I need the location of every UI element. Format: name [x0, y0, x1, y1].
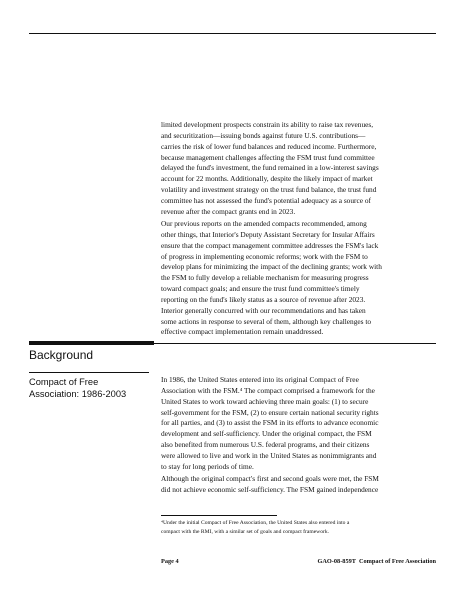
paragraph-original-compact: In 1986, the United States entered into its original Compact of Free Association with the FSM.⁴ The compact comprised a framework for the United States to work toward achieving three main goals: (1) to secure self-government for the FSM, (2) to ensure certain national security rights for all parties, and (3) to assist the FSM in its efforts to advance economic development and self-sufficiency. Under the original compact, the FSM also benefited from numerous U.S. federal programs, and their citizens were allowed to live and work in the United States as nonimmigrants and to stay for long periods of time. [161, 375, 379, 471]
report-id: GAO-08-859T Compact of Free Association [317, 558, 436, 565]
section-heading: Background [29, 348, 94, 362]
top-rule [29, 33, 436, 34]
paragraph-trust-fund-challenges: limited development prospects constrain its ability to raise tax revenues, and securitization—issuing bonds against future U.S. contributions— carries the risk of lower fund balances and reduced income. Furthermore, because management challenges affecting the FSM trust fund committee delayed the fund's investment, the fund remained in a low-interest savings account for 22 months. Additionally, despite the likely impact of market volatility and investment strategy on the trust fund balance, the trust fund committee has not assessed the fund's potential adequacy as a source of revenue after the compact grants end in 2023. [161, 120, 379, 216]
footnote-rule [161, 515, 277, 516]
subsection-heading: Compact of Free Association: 1986-2003 [29, 377, 127, 400]
paragraph-goals-outcome: Although the original compact's first and second goals were met, the FSM did not achieve economic self-sufficiency. The FSM gained independence [161, 474, 379, 494]
footnote: ⁴Under the initial Compact of Free Association, the United States also entered into a compact with the RMI, with a similar set of goals and compact framework. [161, 520, 350, 535]
section-rule-thin [154, 343, 436, 344]
paragraph-previous-recommendations: Our previous reports on the amended compacts recommended, among other things, that Interior's Deputy Assistant Secretary for Insular Affairs ensure that the compact management committee addresses the FSM's lack of progress in implementing economic reforms; work with the FSM to develop plans for minimizing the impact of the declining grants; work with the FSM to fully develop a reliable mechanism for measuring progress toward compact goals; and ensure the trust fund committee's timely reporting on the fund's likely status as a source of revenue after 2023. Interior generally concurred with our recommendations and has taken some actions in response to several of them, although key challenges to effective compact implementation remain unaddressed. [161, 219, 382, 337]
page-number: Page 4 [161, 558, 179, 565]
section-rule-thick [29, 341, 154, 345]
subsection-rule [29, 372, 149, 373]
